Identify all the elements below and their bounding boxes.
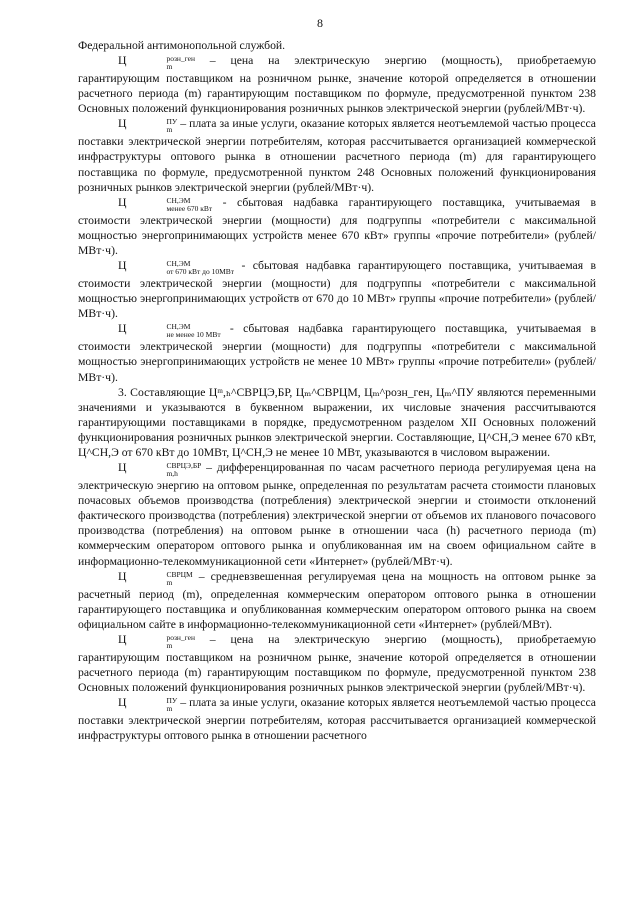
- paragraph-10: Ц ПУ m – плата за иные услуги, оказание которых является неотъемлемой частью процесса поставки электрической энергии потребителям, которая рассчитывается организацией коммерческой инфраструктуры оптового рынка в отношении расчетного: [78, 696, 596, 743]
- paragraph-3: Ц СН,ЭМ менее 670 кВт - сбытовая надбавка гарантирующего поставщика, учитываемая в стоимости электрической энергии (мощности) для подгруппы «потребители с максимальной мощностью энергопринимающих устройств менее 670 кВт» группы «прочие потребители» (рублей/МВт·ч).: [78, 195, 596, 257]
- paragraph-7: Ц СВРЦЭ,БР m,h – дифференцированная по часам расчетного периода регулируемая цена на электрическую энергию на оптовом рынке, определенная по результатам расчета стоимости плановых почасовых объемов производства (потребления) электрической энергии и стоимости отклонений фактического производства (потребления) электрической энергии от объемов их планового почасового производства (потребления) на оптовом рынке в отношении часа (h) расчетного периода (m) коммерческим оператором оптового рынка и опубликованная им на своем официальном сайте в информационно-телекоммуникационной сети «Интернет» (рублей/МВт·ч).: [78, 461, 596, 568]
- page-number: 8: [317, 16, 323, 30]
- formula-symbol: Ц СН,ЭМ от 670 кВт до 10МВт: [118, 259, 235, 277]
- formula-symbol: Ц розн_ген m: [118, 632, 195, 650]
- paragraph-0: Федеральной антимонопольной службой.: [78, 39, 286, 52]
- formula-symbol: Ц СН,ЭМ менее 670 кВт: [118, 195, 213, 213]
- paragraph-9: Ц розн_ген m – цена на электрическую энергию (мощность), приобретаемую гарантирующим поставщиком на розничном рынке, значение которой определяется в отношении расчетного периода (m) гарантирующим поставщиком по формуле, предусмотренной пунктом 238 Основных положений функционирования розничных рынков электрической энергии (рублей/МВт·ч).: [78, 632, 596, 695]
- paragraph-1: Ц розн_ген m – цена на электрическую энергию (мощность), приобретаемую гарантирующим поставщиком на розничном рынке, значение которой определяется в отношении расчетного периода (m) гарантирующим поставщиком по формуле, предусмотренной пунктом 238 Основных положений функционирования розничных рынков электрической энергии (рублей/МВт·ч).: [78, 54, 596, 116]
- formula-symbol: Ц СВРЦЭ,БР m,h: [118, 461, 202, 479]
- paragraph-8: Ц СВРЦМ m – средневзвешенная регулируемая цена на мощность на оптовом рынке за расчетный период (m), определенная коммерческим оператором оптового рынка в отношении гарантирующего поставщика и опубликованная коммерческим оператором оптового рынка на своем официальном сайте в информационно-телекоммуникационной сети «Интернет» (рублей/МВт).: [78, 569, 596, 631]
- paragraph-5: Ц СН,ЭМ не менее 10 МВт - сбытовая надбавка гарантирующего поставщика, учитываемая в стоимости электрической энергии (мощности) для подгруппы «потребители с максимальной мощностью энергопринимающих устройств не менее 10 МВт» группы «прочие потребители» (рублей/МВт·ч).: [78, 322, 596, 384]
- formula-symbol: Ц ПУ m: [118, 696, 178, 714]
- formula-symbol: Ц розн_ген m: [118, 54, 195, 72]
- paragraph-4: Ц СН,ЭМ от 670 кВт до 10МВт - сбытовая надбавка гарантирующего поставщика, учитываемая в стоимости электрической энергии (мощности) для подгруппы «потребители с максимальной мощностью энергопринимающих устройств от 670 до 10 МВт» группы «прочие потребители» (рублей/МВт·ч).: [78, 259, 596, 321]
- paragraph-2: Ц ПУ m – плата за иные услуги, оказание которых является неотъемлемой частью процесса поставки электрической энергии потребителям, которая рассчитывается организацией коммерческой инфраструктуры оптового рынка в отношении расчетного периода (m) для гарантирующего поставщика по формуле, предусмотренной пунктом 248 Основных положений функционирования розничных рынков электрической энергии (рублей/МВт·ч).: [78, 117, 596, 194]
- document-body: [78, 38, 596, 743]
- formula-symbol: Ц ПУ m: [118, 117, 178, 135]
- paragraph-6: 3. Составляющие Цᵐ,ₕ^СВРЦЭ,БР, Цₘ^СВРЦМ, Цₘ^розн_ген, Цₘ^ПУ являются переменными значениями и указываются в буквенном выражении, их числовые значения рассчитываются гарантирующими поставщиками в порядке, предусмотренном разделом XII Основных положений функционирования розничных рынков электрической энергии. Составляющие, Ц^СН,Э менее 670 кВт, Ц^СН,Э от 670 кВт до 10МВт, Ц^СН,Э не менее 10 МВт, указываются в числовом выражении.: [78, 385, 596, 459]
- formula-symbol: Ц СН,ЭМ не менее 10 МВт: [118, 322, 221, 340]
- formula-symbol: Ц СВРЦМ m: [118, 569, 193, 587]
